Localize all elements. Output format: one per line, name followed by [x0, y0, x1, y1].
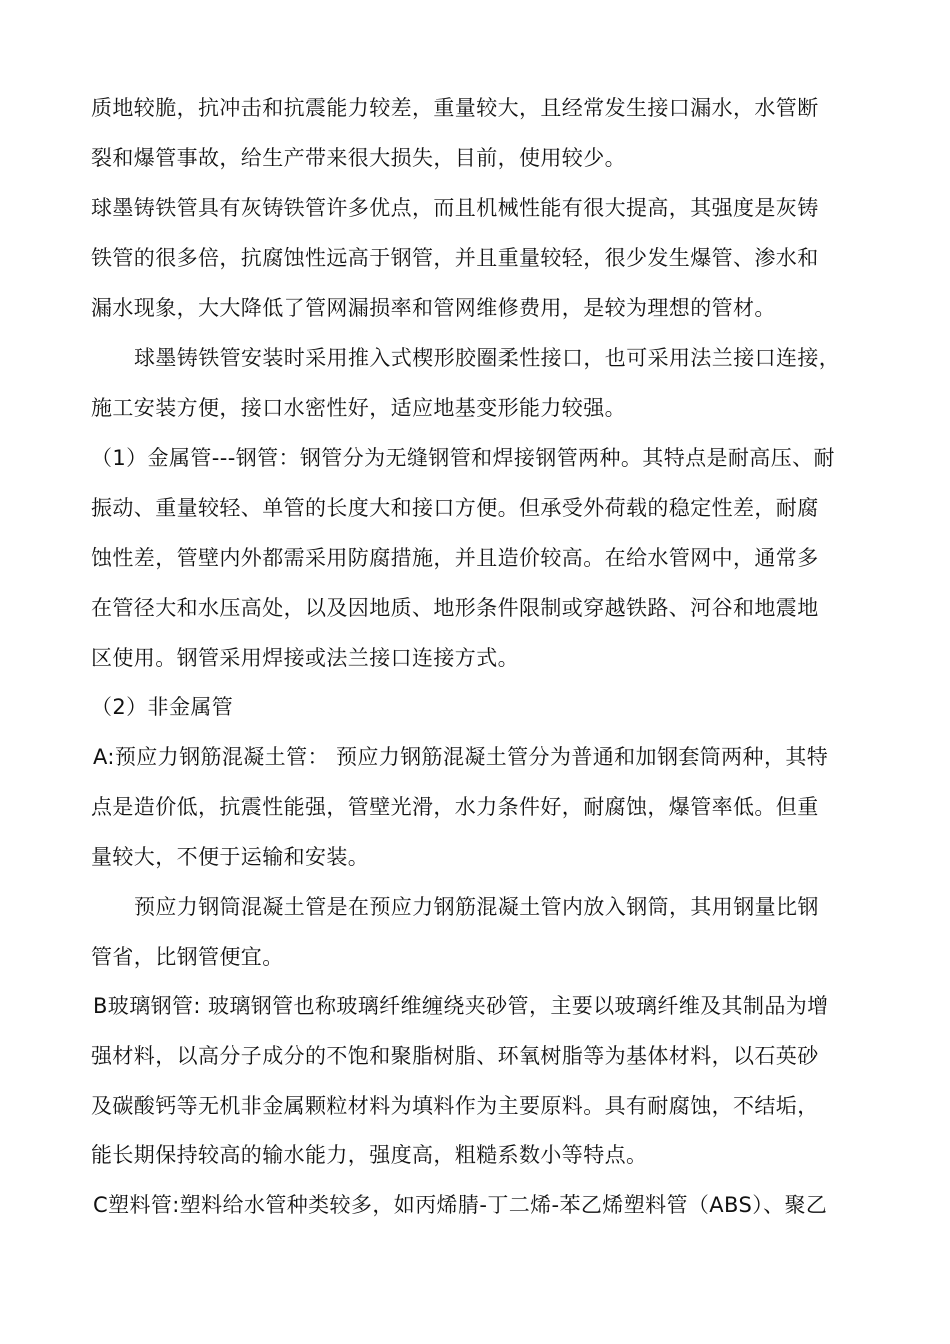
paragraph-line: 振动、重量较轻、单管的长度大和接口方便。但承受外荷载的稳定性差，耐腐	[91, 496, 819, 520]
paragraph-line: 裂和爆管事故，给生产带来很大损失，目前，使用较少。	[91, 146, 626, 170]
paragraph-line: 区使用。钢管采用焊接或法兰接口连接方式。	[91, 646, 519, 670]
paragraph-line: C塑料管:塑料给水管种类较多，如丙烯腈-丁二烯-苯乙烯塑料管（ABS）、聚乙	[93, 1193, 828, 1217]
paragraph-line: 量较大，不便于运输和安装。	[91, 845, 370, 869]
paragraph-line: 点是造价低，抗震性能强，管壁光滑，水力条件好，耐腐蚀，爆管率低。但重	[91, 795, 819, 819]
paragraph-line: A:预应力钢筋混凝土管： 预应力钢筋混凝土管分为普通和加钢套筒两种，其特	[93, 745, 829, 769]
paragraph-line: 漏水现象，大大降低了管网漏损率和管网维修费用，是较为理想的管材。	[91, 296, 776, 320]
section-heading: （2）非金属管	[91, 695, 234, 719]
paragraph-line: 能长期保持较高的输水能力，强度高，粗糙系数小等特点。	[91, 1143, 648, 1167]
paragraph-line: 及碳酸钙等无机非金属颗粒材料为填料作为主要原料。具有耐腐蚀，不结垢，	[91, 1094, 819, 1118]
paragraph-line: 铁管的很多倍，抗腐蚀性远高于钢管，并且重量较轻，很少发生爆管、渗水和	[91, 246, 819, 270]
paragraph-line: 在管径大和水压高处，以及因地质、地形条件限制或穿越铁路、河谷和地震地	[91, 596, 819, 620]
paragraph-line: 球墨铸铁管安装时采用推入式楔形胶圈柔性接口，也可采用法兰接口连接，	[134, 346, 841, 370]
paragraph-line: 施工安装方便，接口水密性好，适应地基变形能力较强。	[91, 396, 626, 420]
paragraph-line: 预应力钢筒混凝土管是在预应力钢筋混凝土管内放入钢筒，其用钢量比钢	[134, 895, 819, 919]
paragraph-line: 蚀性差，管壁内外都需采用防腐措施，并且造价较高。在给水管网中，通常多	[91, 546, 819, 570]
paragraph-line: 质地较脆，抗冲击和抗震能力较差，重量较大，且经常发生接口漏水，水管断	[91, 96, 819, 120]
paragraph-line: （1）金属管---钢管：钢管分为无缝钢管和焊接钢管两种。其特点是耐高压、耐	[91, 446, 835, 470]
paragraph-line: 强材料，以高分子成分的不饱和聚脂树脂、环氧树脂等为基体材料，以石英砂	[91, 1044, 819, 1068]
paragraph-line: 管省，比钢管便宜。	[91, 945, 284, 969]
paragraph-line: B玻璃钢管: 玻璃钢管也称玻璃纤维缠绕夹砂管，主要以玻璃纤维及其制品为增	[93, 994, 829, 1018]
paragraph-line: 球墨铸铁管具有灰铸铁管许多优点，而且机械性能有很大提高，其强度是灰铸	[91, 196, 819, 220]
